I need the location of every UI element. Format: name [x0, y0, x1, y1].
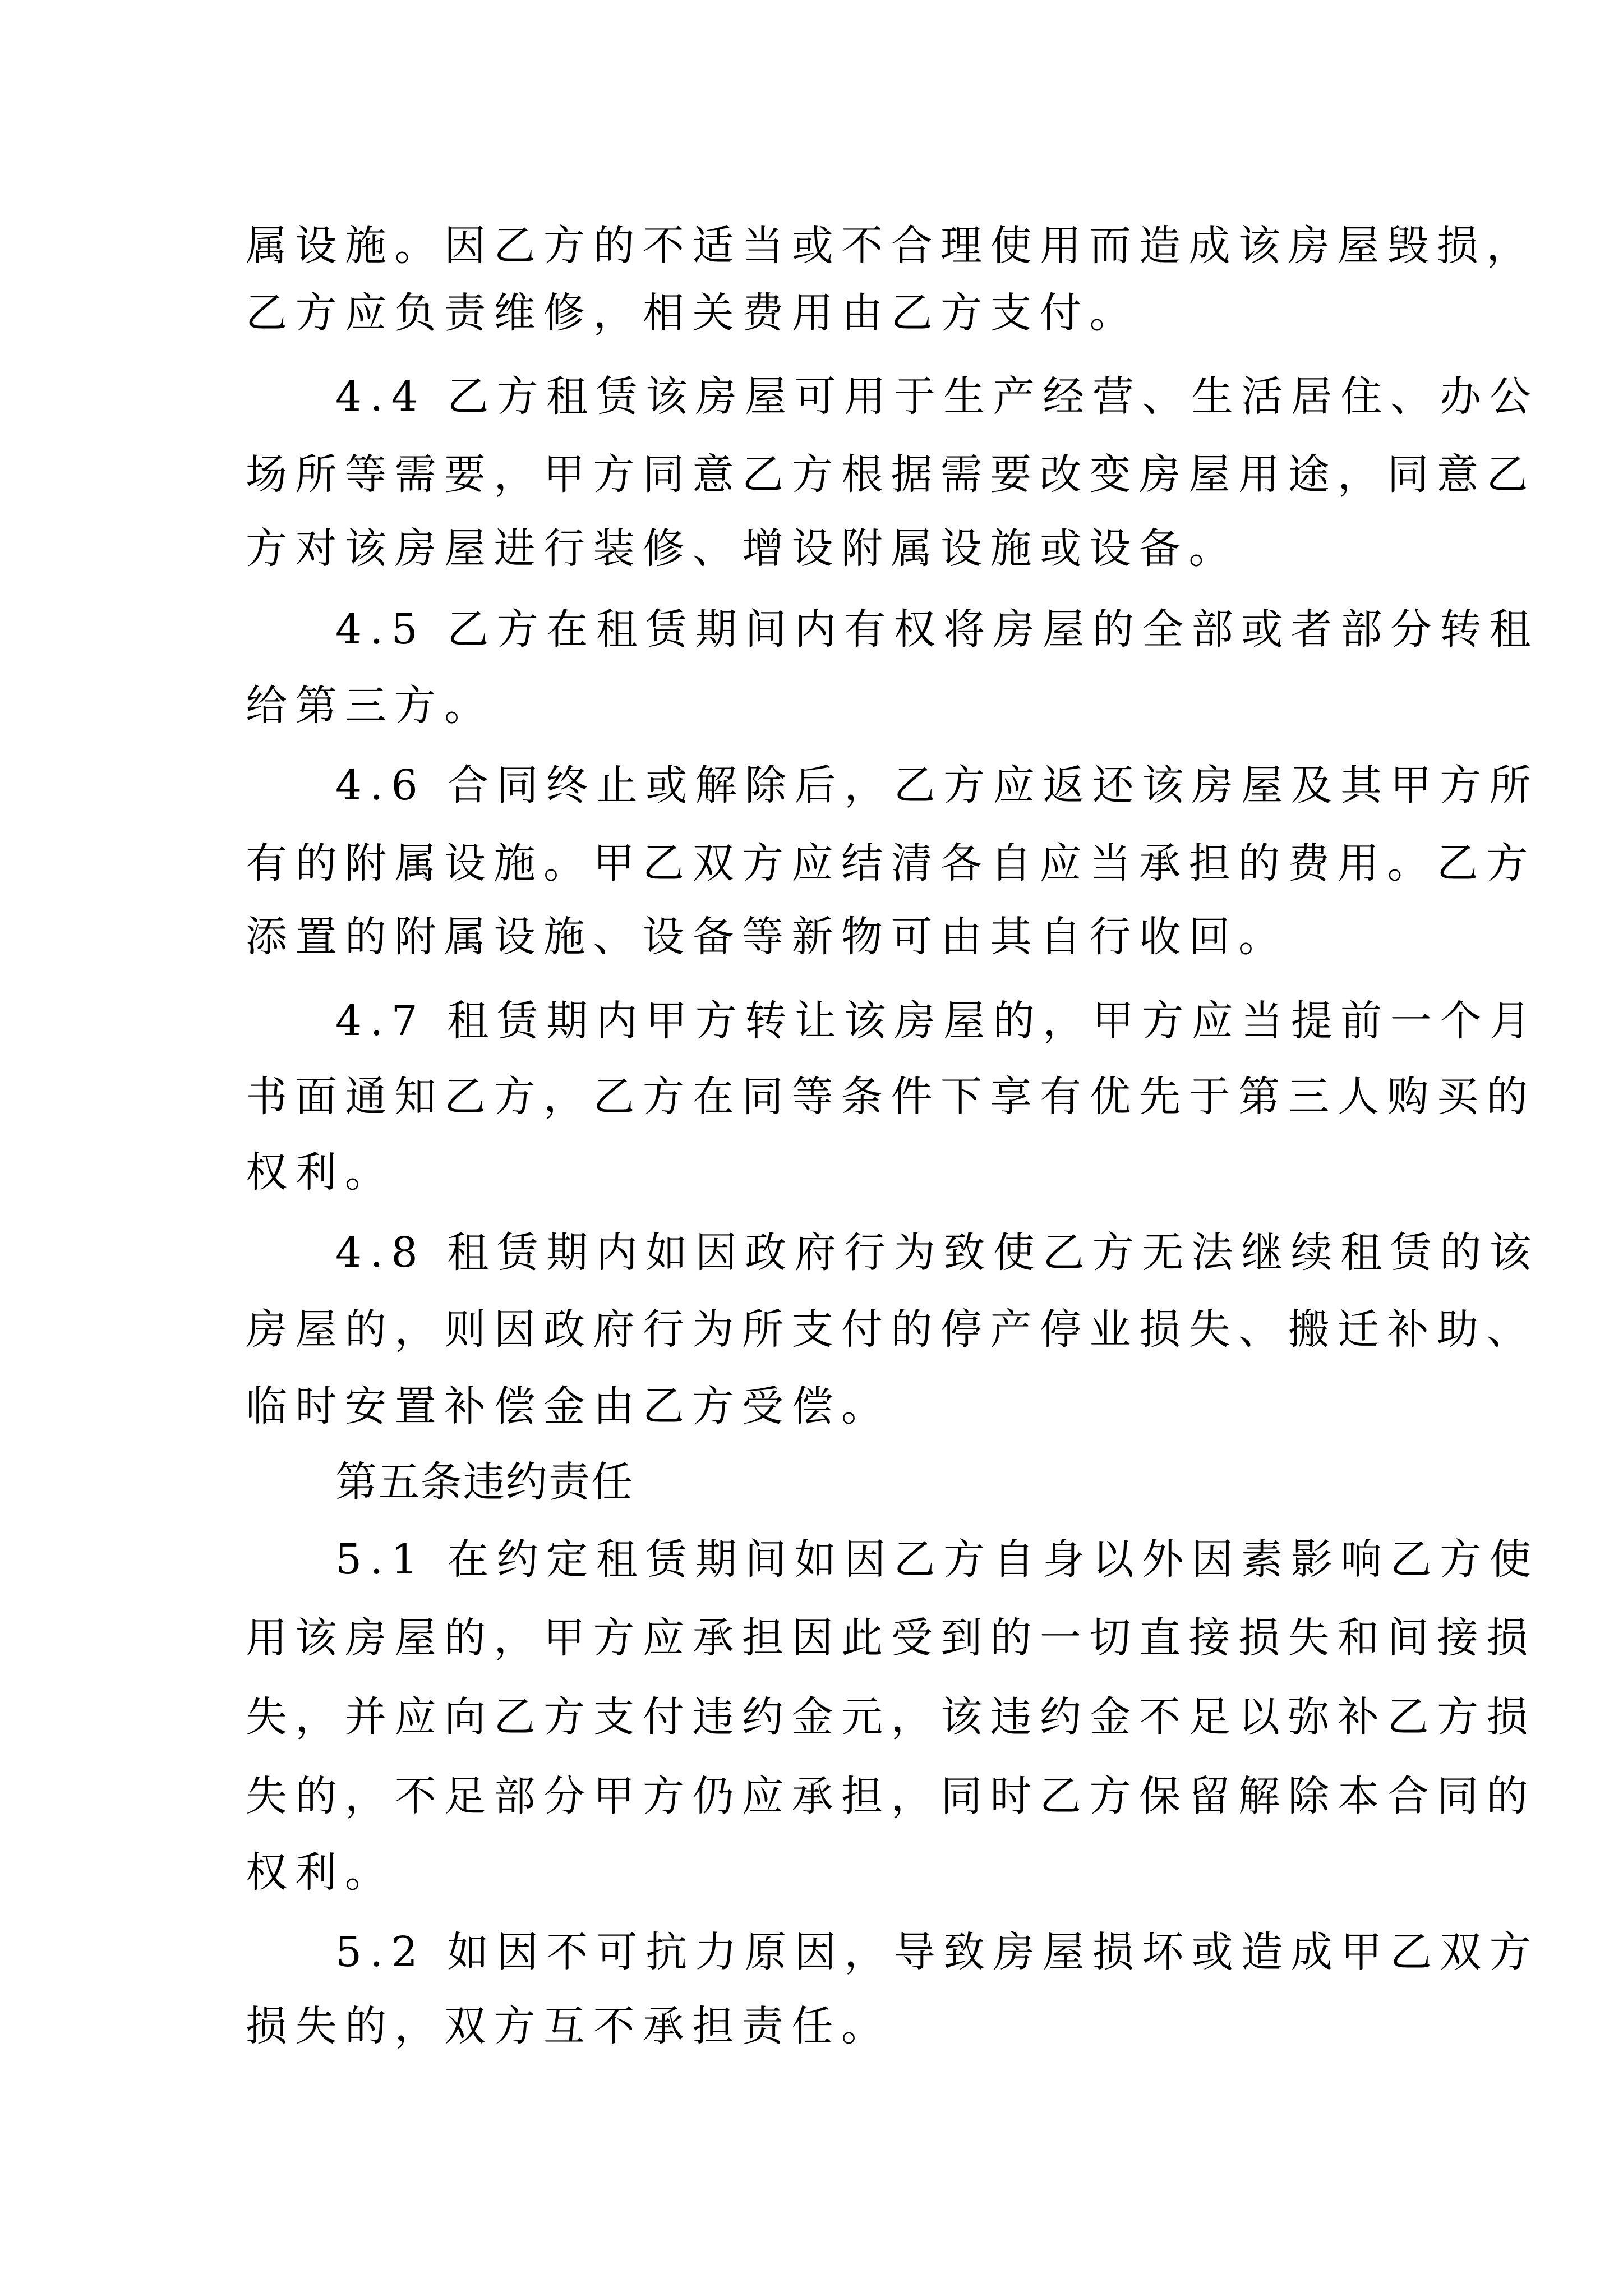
text-line: 书面通知乙方，乙方在同等条件下享有优先于第三人购买的 [246, 1073, 1536, 1121]
text-line: 场所等需要，甲方同意乙方根据需要改变房屋用途，同意乙 [246, 450, 1536, 499]
clause-4-5: 4.5 乙方在租赁期间内有权将房屋的全部或者部分转租 [335, 605, 1539, 654]
text-line: 失，并应向乙方支付违约金元，该违约金不足以弥补乙方损 [246, 1693, 1536, 1741]
text-line: 添置的附属设施、设备等新物可由其自行收回。 [246, 913, 1288, 961]
text-line: 权利。 [246, 1848, 395, 1897]
text-line: 有的附属设施。甲乙双方应结清各自应当承担的费用。乙方 [246, 839, 1536, 887]
text-line: 乙方应负责维修，相关费用由乙方支付。 [246, 289, 1139, 337]
text-line: 失的，不足部分甲方仍应承担，同时乙方保留解除本合同的 [246, 1772, 1536, 1820]
clause-5-2: 5.2 如因不可抗力原因，导致房屋损坏或造成甲乙双方 [335, 1928, 1539, 1976]
clause-5-1: 5.1 在约定租赁期间如因乙方自身以外因素影响乙方使 [335, 1535, 1539, 1584]
text-line: 用该房屋的，甲方应承担因此受到的一切直接损失和间接损 [246, 1614, 1536, 1662]
text-line: 临时安置补偿金由乙方受偿。 [246, 1382, 891, 1430]
text-line: 损失的，双方互不承担责任。 [246, 2002, 891, 2050]
text-line: 房屋的，则因政府行为所支付的停产停业损失、搬迁补助、 [246, 1305, 1536, 1354]
clause-4-6: 4.6 合同终止或解除后，乙方应返还该房屋及其甲方所 [335, 761, 1539, 809]
text-line: 给第三方。 [246, 682, 494, 730]
text-line: 属设施。因乙方的不适当或不合理使用而造成该房屋毁损， [246, 222, 1536, 270]
clause-4-7: 4.7 租赁期内甲方转让该房屋的，甲方应当提前一个月 [335, 997, 1539, 1045]
section-heading-article-5: 第五条违约责任 [335, 1458, 634, 1506]
text-line: 方对该房屋进行装修、增设附属设施或设备。 [246, 524, 1238, 573]
clause-4-4: 4.4 乙方租赁该房屋可用于生产经营、生活居住、办公 [335, 372, 1539, 421]
text-line: 权利。 [246, 1148, 395, 1197]
clause-4-8: 4.8 租赁期内如因政府行为致使乙方无法继续租赁的该 [335, 1228, 1539, 1277]
